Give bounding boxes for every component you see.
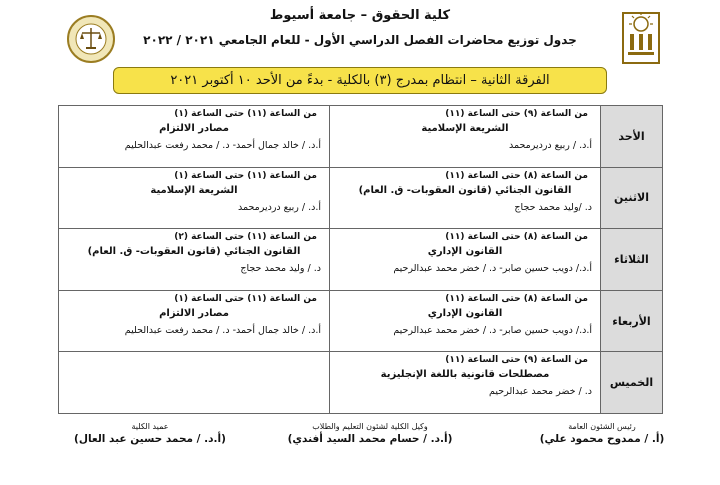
- day-cell: الثلاثاء: [601, 229, 663, 291]
- day-cell: الأحد: [601, 106, 663, 168]
- signature-right: [502, 422, 702, 445]
- signature-role: وكيل الكلية لشئون التعليم والطلاب: [312, 422, 428, 431]
- signature-role: عميد الكلية: [131, 422, 169, 431]
- slot-time: من الساعة (٩) حتى الساعة (١١): [445, 355, 588, 366]
- slot-professor: أ.د. / ربيع درديرمحمد: [238, 201, 321, 213]
- slot-time: من الساعة (١١) حتى الساعة (١): [174, 170, 317, 181]
- slot-subject: الشريعة الإسلامية: [421, 123, 509, 134]
- slot-professor: د. / وليد محمد حجاج: [240, 263, 321, 275]
- slot-subject: القانون الإداري: [427, 307, 503, 319]
- slot-cell-empty: [59, 352, 330, 414]
- table-row: [59, 290, 663, 352]
- signature-name: (أ.د. / محمد حسين عبد العال): [74, 433, 226, 445]
- slot-cell: [330, 167, 601, 229]
- signature-role: رئيس الشئون العامة: [568, 422, 636, 431]
- slot-time: من الساعة (٨) حتى الساعة (١١): [445, 170, 588, 181]
- table-row: [59, 229, 663, 291]
- slot-professor: أ.د. / خالد جمال أحمد- د. / محمد رفعت عبدالحليم: [124, 324, 321, 336]
- slot-time: من الساعة (٨) حتى الساعة (١١): [445, 232, 588, 243]
- signature-left: [50, 422, 250, 445]
- signature-center: [270, 422, 470, 445]
- slot-cell: [59, 167, 330, 229]
- signature-name: (أ. / ممدوح محمود علي): [539, 433, 665, 445]
- page-subtitle: جدول توزيع محاضرات الفصل الدراسي الأول - للعام الجامعي ٢٠٢١ / ٢٠٢٢: [143, 33, 577, 47]
- slot-time: من الساعة (١١) حتى الساعة (٢): [174, 232, 317, 243]
- slot-time: من الساعة (١١) حتى الساعة (١): [174, 293, 317, 304]
- slot-professor: [59, 359, 329, 365]
- page-title: كلية الحقوق – جامعة أسيوط: [269, 8, 451, 23]
- slot-subject: القانون الجنائي (قانون العقوبات- ق. العام): [358, 184, 572, 196]
- slot-time: من الساعة (٨) حتى الساعة (١١): [445, 293, 588, 304]
- slot-cell: [59, 106, 330, 168]
- slot-cell: [330, 290, 601, 352]
- slot-time: من الساعة (٩) حتى الساعة (١١): [445, 109, 588, 119]
- slot-cell: [330, 352, 601, 414]
- table-row: [59, 167, 663, 229]
- slot-subject: مصطلحات قانونية باللغة الإنجليزية: [380, 369, 550, 381]
- slot-subject: مصادر الالتزام: [159, 307, 229, 319]
- schedule-table: [58, 105, 663, 414]
- slot-subject: القانون الإداري: [427, 246, 503, 258]
- slot-subject: مصادر الالتزام: [159, 123, 229, 134]
- slot-cell: [59, 229, 330, 291]
- slot-professor: د. /وليد محمد حجاج: [514, 201, 592, 213]
- slot-cell: [59, 290, 330, 352]
- slot-professor: أ.د./ دويب حسين صابر- د. / خضر محمد عبدالرحيم: [393, 324, 592, 336]
- slot-professor: د. / خضر محمد عبدالرحيم: [489, 386, 592, 398]
- table-row: [59, 352, 663, 414]
- class-banner: الفرقة الثانية – انتظام بمدرج (٣) بالكلية - بدءً من الأحد ١٠ أكتوبر ٢٠٢١: [113, 67, 607, 94]
- day-cell: الخميس: [601, 352, 663, 414]
- slot-subject: الشريعة الإسلامية: [150, 184, 238, 196]
- slot-subject: القانون الجنائي (قانون العقوبات- ق. العام): [87, 246, 301, 258]
- slot-time: من الساعة (١١) حتى الساعة (١): [174, 109, 317, 119]
- signature-name: (أ.د. / حسام محمد السيد أفندي): [287, 433, 453, 445]
- slot-professor: أ.د. / خالد جمال أحمد- د. / محمد رفعت عبدالحليم: [124, 140, 321, 151]
- day-cell: الاثنين: [601, 167, 663, 229]
- slot-professor: أ.د./ دويب حسين صابر- د. / خضر محمد عبدالرحيم: [393, 263, 592, 275]
- table-row: [59, 106, 663, 168]
- day-cell: الأربعاء: [601, 290, 663, 352]
- slot-cell: [330, 229, 601, 291]
- slot-professor: أ.د. / ربيع درديرمحمد: [509, 140, 592, 151]
- slot-cell: [330, 106, 601, 168]
